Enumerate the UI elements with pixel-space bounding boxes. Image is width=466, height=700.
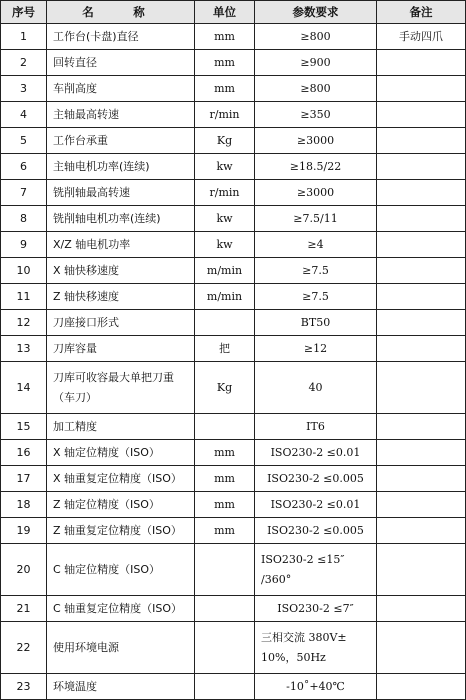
cell-note (377, 310, 466, 336)
table-row (1, 232, 466, 258)
cell-name: X/Z 轴电机功率 (47, 232, 195, 258)
table-row (1, 544, 466, 596)
header-unit: 单位 (195, 1, 255, 24)
cell-no: 10 (1, 258, 47, 284)
cell-note (377, 180, 466, 206)
cell-no: 8 (1, 206, 47, 232)
table-row (1, 674, 466, 700)
cell-param: ≥800 (255, 76, 377, 102)
cell-unit: Kg (195, 362, 255, 414)
cell-note (377, 76, 466, 102)
cell-note (377, 414, 466, 440)
cell-note (377, 232, 466, 258)
cell-unit (195, 674, 255, 700)
cell-note (377, 102, 466, 128)
cell-no: 4 (1, 102, 47, 128)
cell-name: 环境温度 (47, 674, 195, 700)
cell-no: 13 (1, 336, 47, 362)
table-row (1, 310, 466, 336)
cell-param: ≥350 (255, 102, 377, 128)
header-param: 参数要求 (255, 1, 377, 24)
cell-unit: m/min (195, 284, 255, 310)
cell-unit (195, 414, 255, 440)
cell-unit: mm (195, 24, 255, 50)
cell-name: Z 轴定位精度（ISO） (47, 492, 195, 518)
cell-unit: Kg (195, 128, 255, 154)
cell-unit: mm (195, 50, 255, 76)
cell-name: 使用环境电源 (47, 622, 195, 674)
cell-param: ≥4 (255, 232, 377, 258)
header-name: 名 称 (47, 1, 195, 24)
cell-unit: m/min (195, 258, 255, 284)
cell-note (377, 362, 466, 414)
table-row (1, 24, 466, 50)
cell-no: 19 (1, 518, 47, 544)
cell-note: 手动四爪 (377, 24, 466, 50)
cell-param: IT6 (255, 414, 377, 440)
cell-no: 9 (1, 232, 47, 258)
cell-param: ISO230-2 ≤0.005 (255, 518, 377, 544)
cell-no: 22 (1, 622, 47, 674)
cell-param: ≥7.5 (255, 258, 377, 284)
cell-note (377, 518, 466, 544)
cell-no: 3 (1, 76, 47, 102)
cell-unit (195, 544, 255, 596)
table-row (1, 284, 466, 310)
cell-note (377, 336, 466, 362)
header-row (1, 1, 466, 24)
table-row (1, 336, 466, 362)
cell-note (377, 544, 466, 596)
cell-note (377, 466, 466, 492)
table-row (1, 76, 466, 102)
cell-unit: r/min (195, 102, 255, 128)
cell-no: 7 (1, 180, 47, 206)
cell-no: 18 (1, 492, 47, 518)
cell-param-line2: /360° (261, 572, 292, 586)
cell-no: 12 (1, 310, 47, 336)
cell-unit: kw (195, 154, 255, 180)
cell-unit (195, 596, 255, 622)
cell-no: 21 (1, 596, 47, 622)
cell-param: ≥12 (255, 336, 377, 362)
cell-param: ≥800 (255, 24, 377, 50)
table-row (1, 414, 466, 440)
cell-unit: kw (195, 206, 255, 232)
cell-note (377, 154, 466, 180)
cell-name: 车削高度 (47, 76, 195, 102)
cell-param: ≥900 (255, 50, 377, 76)
cell-unit: 把 (195, 336, 255, 362)
cell-no: 14 (1, 362, 47, 414)
cell-name: 工作台(卡盘)直径 (47, 24, 195, 50)
cell-no: 6 (1, 154, 47, 180)
cell-no: 20 (1, 544, 47, 596)
cell-param: ISO230-2 ≤0.005 (255, 466, 377, 492)
table-row (1, 596, 466, 622)
cell-name: Z 轴快移速度 (47, 284, 195, 310)
table-row (1, 154, 466, 180)
cell-name: X 轴重复定位精度（ISO） (47, 466, 195, 492)
cell-name: 工作台承重 (47, 128, 195, 154)
cell-no: 23 (1, 674, 47, 700)
cell-unit (195, 310, 255, 336)
cell-unit: mm (195, 466, 255, 492)
cell-param: ≥7.5 (255, 284, 377, 310)
cell-param: ≥3000 (255, 180, 377, 206)
cell-param: ≥18.5/22 (255, 154, 377, 180)
cell-note (377, 492, 466, 518)
cell-name: 主轴最高转速 (47, 102, 195, 128)
cell-unit: mm (195, 440, 255, 466)
cell-param-line1: ISO230-2 ≤15″ (261, 552, 345, 566)
table-row (1, 102, 466, 128)
cell-note (377, 622, 466, 674)
cell-param: ISO230-2 ≤7″ (255, 596, 377, 622)
table-row (1, 440, 466, 466)
cell-name: X 轴定位精度（ISO） (47, 440, 195, 466)
cell-param: ISO230-2 ≤0.01 (255, 492, 377, 518)
cell-name: 回转直径 (47, 50, 195, 76)
cell-unit: mm (195, 492, 255, 518)
cell-name: 刀座接口形式 (47, 310, 195, 336)
cell-name: X 轴快移速度 (47, 258, 195, 284)
cell-name: 主轴电机功率(连续) (47, 154, 195, 180)
cell-no: 2 (1, 50, 47, 76)
header-note: 备注 (377, 1, 466, 24)
table-row (1, 50, 466, 76)
cell-param: 40 (255, 362, 377, 414)
cell-no: 16 (1, 440, 47, 466)
cell-param-line2: 10%，50Hz (261, 650, 326, 664)
cell-name-line1: 刀库可收容最大单把刀重 (53, 370, 174, 384)
cell-note (377, 206, 466, 232)
cell-unit: mm (195, 76, 255, 102)
header-no: 序号 (1, 1, 47, 24)
cell-unit: kw (195, 232, 255, 258)
cell-note (377, 596, 466, 622)
cell-param-line1: 三相交流 380V± (261, 630, 347, 644)
table-row (1, 362, 466, 414)
cell-note (377, 128, 466, 154)
cell-name: C 轴重复定位精度（ISO） (47, 596, 195, 622)
cell-name: 铣削轴电机功率(连续) (47, 206, 195, 232)
table-row (1, 128, 466, 154)
cell-param (255, 622, 377, 674)
cell-no: 17 (1, 466, 47, 492)
cell-param: ≥3000 (255, 128, 377, 154)
cell-no: 15 (1, 414, 47, 440)
cell-param (255, 544, 377, 596)
cell-name: C 轴定位精度（ISO） (47, 544, 195, 596)
cell-param: BT50 (255, 310, 377, 336)
cell-note (377, 50, 466, 76)
cell-param: -10˚+40℃ (255, 674, 377, 700)
cell-unit (195, 622, 255, 674)
cell-note (377, 284, 466, 310)
table-row (1, 518, 466, 544)
table-row (1, 206, 466, 232)
cell-no: 5 (1, 128, 47, 154)
cell-name: 加工精度 (47, 414, 195, 440)
cell-name: Z 轴重复定位精度（ISO） (47, 518, 195, 544)
cell-name: 刀库容量 (47, 336, 195, 362)
cell-unit: r/min (195, 180, 255, 206)
cell-no: 1 (1, 24, 47, 50)
cell-note (377, 674, 466, 700)
cell-name-line2: （车刀） (53, 390, 97, 404)
table-row (1, 622, 466, 674)
cell-unit: mm (195, 518, 255, 544)
cell-name: 铣削轴最高转速 (47, 180, 195, 206)
cell-param: ISO230-2 ≤0.01 (255, 440, 377, 466)
table-row (1, 180, 466, 206)
cell-note (377, 440, 466, 466)
cell-no: 11 (1, 284, 47, 310)
cell-param: ≥7.5/11 (255, 206, 377, 232)
cell-name (47, 362, 195, 414)
table-row (1, 466, 466, 492)
table-row (1, 492, 466, 518)
cell-note (377, 258, 466, 284)
table-row (1, 258, 466, 284)
